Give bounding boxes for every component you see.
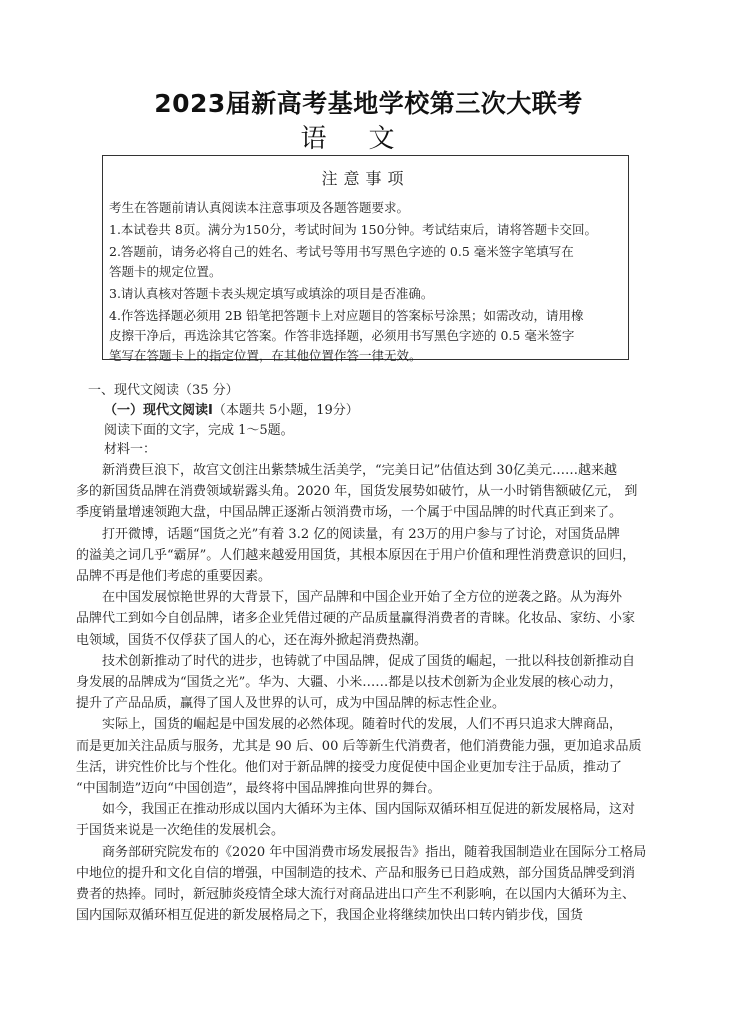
paragraph-line: 国内国际双循环相互促进的新发展格局之下，我国企业将继续加快出口转内销步伐，国货 [76, 908, 584, 924]
paragraph-line: 新消费巨浪下，故宫文创注出紫禁城生活美学，“完美日记”估值达到 30亿美元……越来越 [102, 463, 617, 478]
paragraph-line: 季度销量增速领跑大盘，中国品牌正逐渐占领消费市场，一个属于中国品牌的时代真正到来了。 [76, 505, 623, 521]
paragraph-line: 如今，我国正在推动形成以国内大循环为主体、国内国际双循环相互促进的新发展格局，这对 [102, 802, 636, 818]
notice-item: 1.本试卷共 8页。满分为150分，考试时间为 150分钟。考试结束后，请将答题卡交回。 [109, 222, 598, 237]
notice-item: 答题卡的规定位置。 [109, 264, 222, 279]
paragraph-line: 电领域，国货不仅俘获了国人的心，还在海外掀起消费热潮。 [76, 632, 428, 648]
paragraph-line: 而是更加关注品质与服务，尤其是 90 后、00 后等新生代消费者，他们消费能力强，更加追求品质 [76, 738, 642, 754]
paragraph-line: 身发展的品牌成为“国货之光”。华为、大疆、小米……都是以技术创新为企业发展的核心动力， [76, 675, 623, 690]
notice-item: 笔写在答题卡上的指定位置，在其他位置作答一律无效。 [109, 348, 422, 363]
paragraph-line: 在中国发展惊艳世界的大背景下，国产品牌和中国企业开始了全方位的逆袭之路。从为海外 [102, 590, 623, 606]
paragraph-line: 中地位的提升和文化自信的增强，中国制造的技术、产品和服务已日趋成熟，部分国货品牌受到消 [76, 865, 636, 881]
sub-heading-rest: （本题共 5小题，19分） [212, 403, 359, 418]
sub-heading [104, 403, 359, 419]
section-heading: 一、现代文阅读（35 分） [88, 383, 239, 398]
paragraph-line: 多的新国货品牌在消费领域崭露头角。2020 年，国货发展势如破竹，从一小时销售额破亿元， 到 [76, 484, 638, 500]
notice-item: 3.请认真核对答题卡表头规定填写或填涂的项目是否准确。 [109, 286, 434, 301]
paragraph-line: 技术创新推动了时代的进步，也铸就了中国品牌，促成了国货的崛起，一批以科技创新推动自 [102, 653, 636, 669]
paragraph-line: 于国货来说是一次绝佳的发展机会。 [76, 823, 285, 839]
paragraph-line: 实际上，国货的崛起是中国发展的必然体现。随着时代的发展，人们不再只追求大牌商品， [102, 717, 623, 733]
paragraph-line: 品牌代工到如今自创品牌，诸多企业凭借过硬的产品质量赢得消费者的青睐。化妆品、家纺、小家 [76, 611, 636, 627]
notice-heading: 注意事项 [321, 169, 410, 188]
material-label: 材料一： [104, 442, 157, 457]
paragraph-line: 费者的热捧。同时，新冠肺炎疫情全球大流行对商品进出口产生不利影响，在以国内大循环为主、 [76, 887, 636, 902]
subject-title: 语文 [300, 124, 437, 154]
paragraph-line: 生活，讲究性价比与个性化。他们对于新品牌的接受力度促使中国企业更加专注于品质，推动了 [76, 759, 623, 775]
paragraph-line: 的溢美之词几乎“霸屏”。人们越来越爱用国货，其根本原因在于用户价值和理性消费意识的回归， [76, 547, 636, 563]
paragraph-line: 商务部研究院发布的《2020 年中国消费市场发展报告》指出，随着我国制造业在国际分工格局 [102, 844, 647, 860]
exam-title: 2023届新高考基地学校第三次大联考 [154, 89, 583, 118]
notice-box [102, 155, 629, 363]
sub-heading-bold: （一）现代文阅读Ⅰ [104, 403, 213, 418]
paragraph-line: 品牌不再是他们考虑的重要因素。 [76, 569, 272, 584]
notice-item: 4.作答选择题必须用 2B 铅笔把答题卡上对应题目的答案标号涂黑；如需改动，请用橡 [109, 308, 584, 323]
paragraph-line: 打开微博，话题“国货之光”有着 3.2 亿的阅读量，有 23万的用户参与了讨论，对国货品牌 [102, 526, 620, 542]
notice-item: 皮擦干净后，再选涂其它答案。作答非选择题，必须用书写黑色字迹的 0.5 毫米签字 [109, 328, 575, 343]
notice-intro: 考生在答题前请认真阅读本注意事项及各题答题要求。 [109, 200, 410, 215]
paragraph-line: 提升了产品品质，赢得了国人及世界的认可，成为中国品牌的标志性企业。 [76, 696, 506, 712]
notice-item: 2.答题前，请务必将自己的姓名、考试号等用书写黑色字迹的 0.5 毫米签字笔填写在 [109, 244, 574, 259]
instruction: 阅读下面的文字，完成 1～5题。 [104, 423, 294, 438]
paragraph-line: “中国制造”迈向“中国创造”，最终将中国品牌推向世界的舞台。 [76, 781, 441, 796]
